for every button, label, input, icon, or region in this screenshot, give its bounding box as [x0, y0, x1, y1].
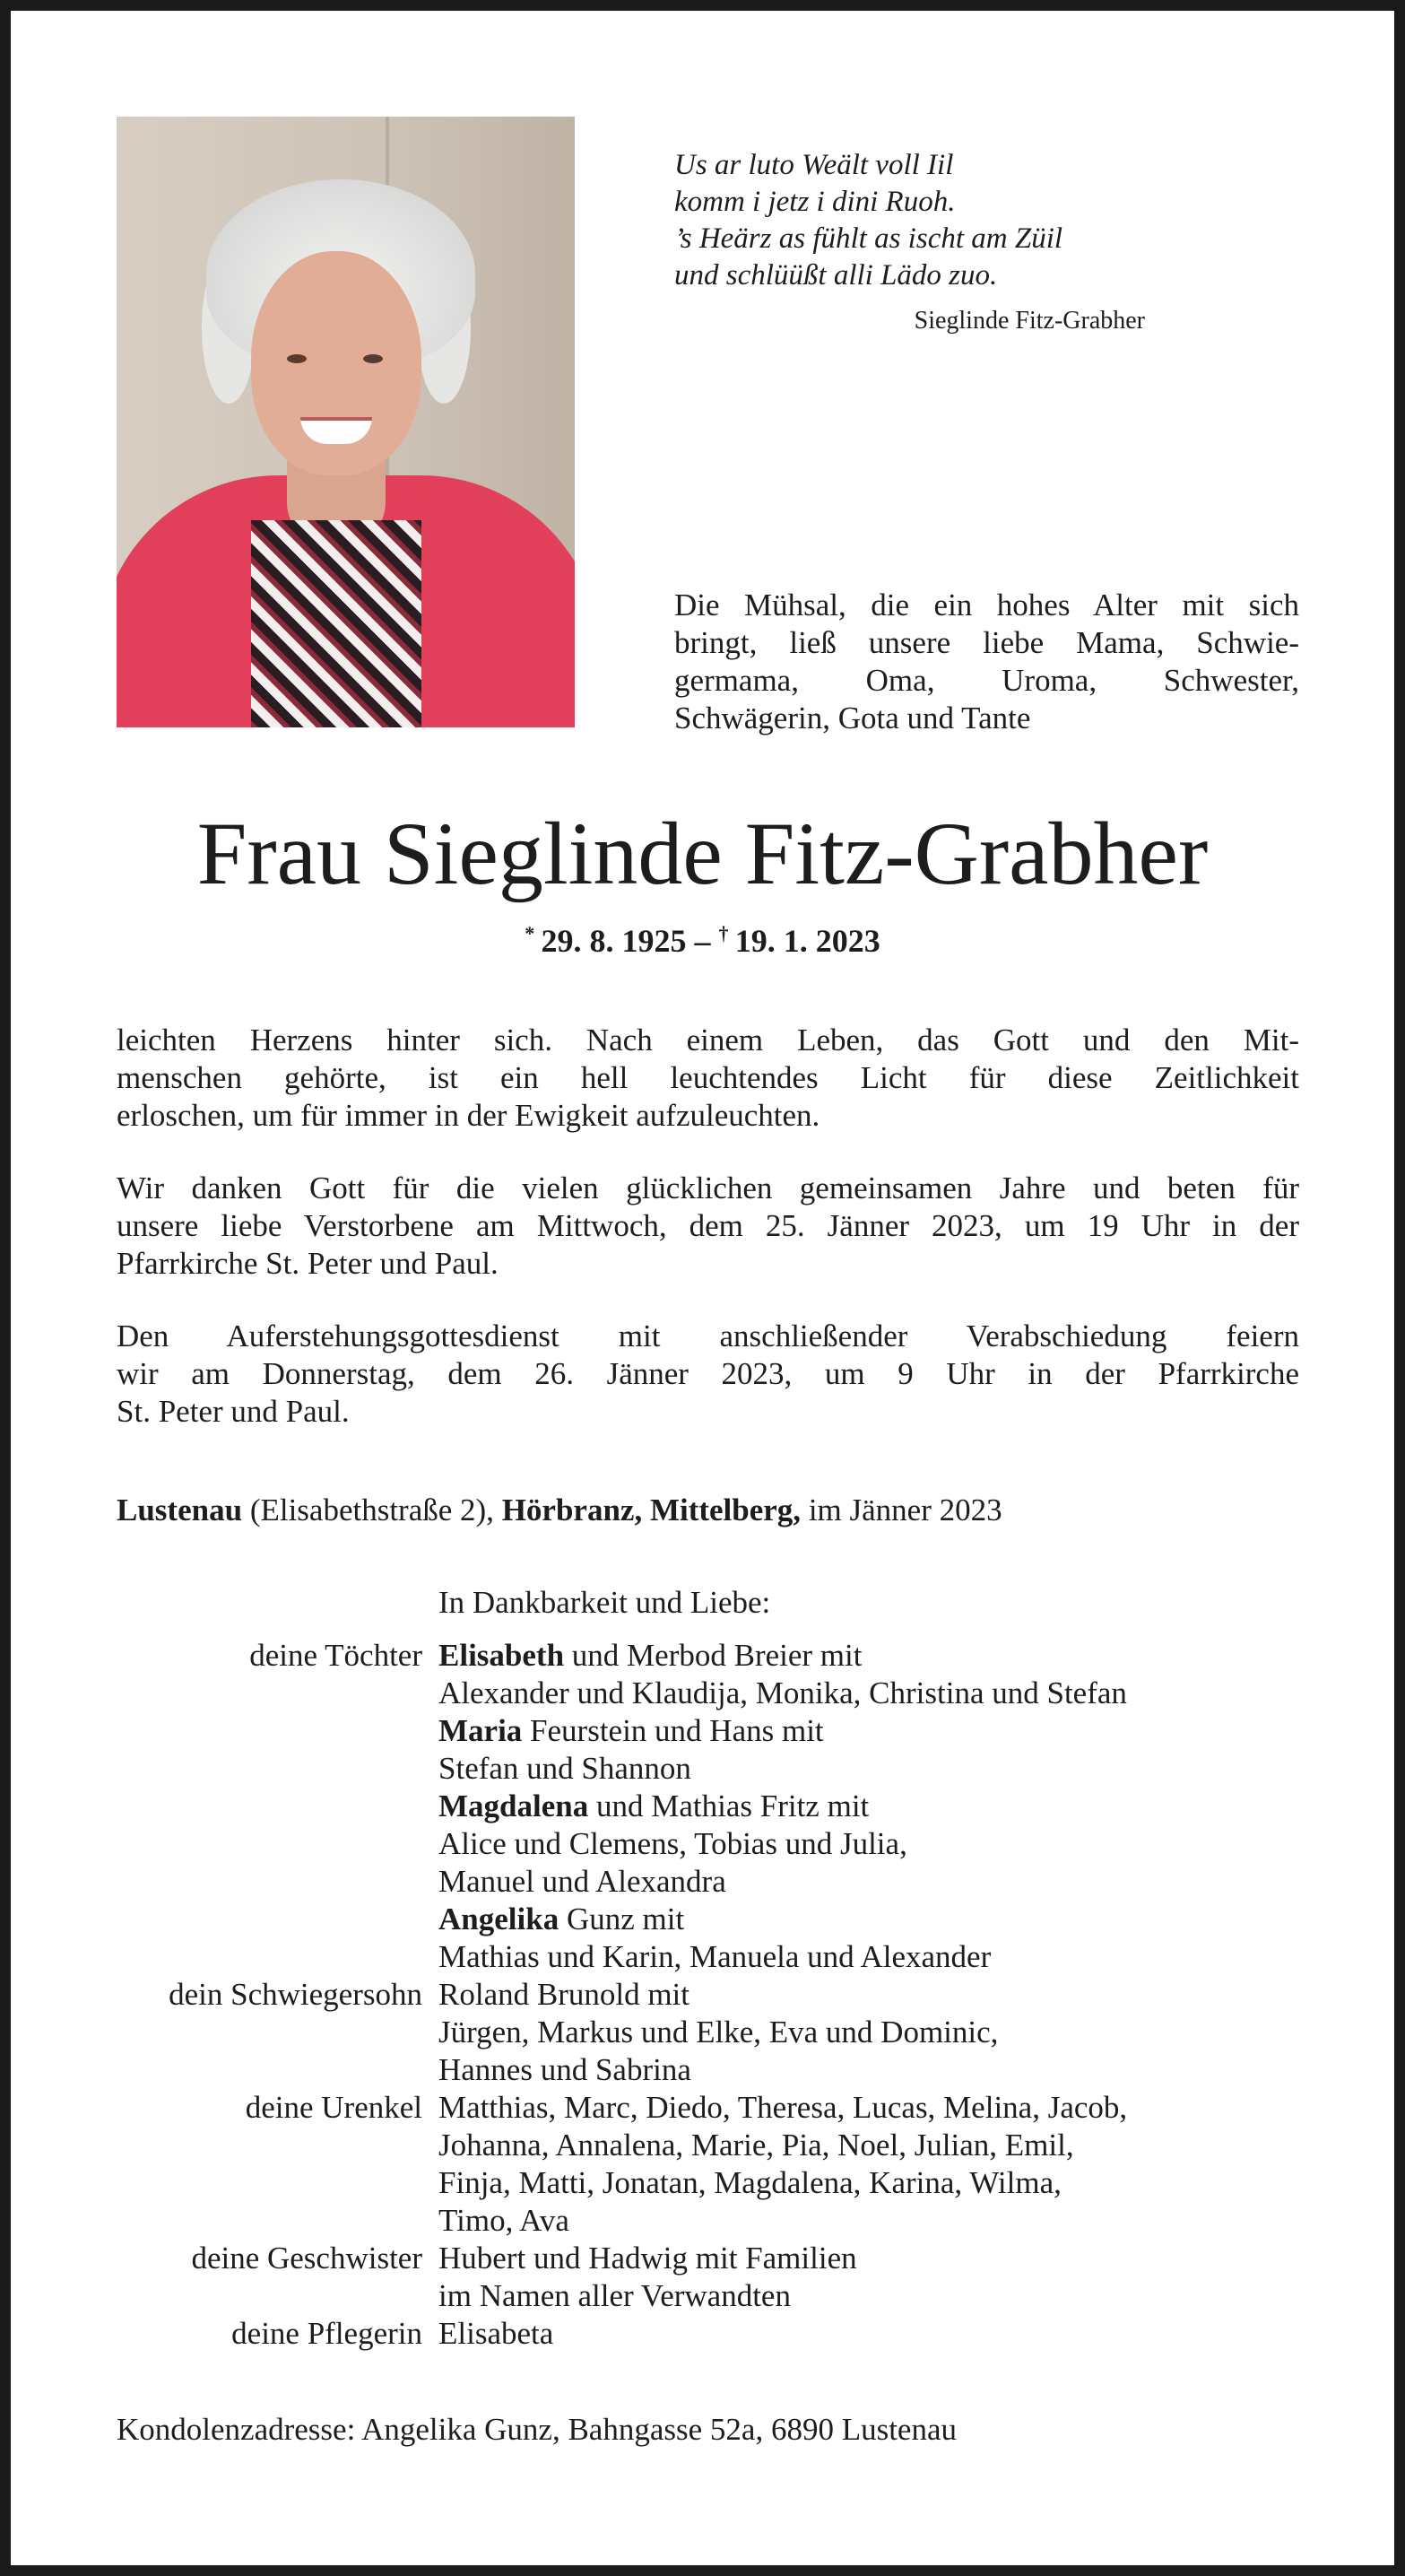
relative-row	[11, 1901, 1394, 1938]
paragraph-3	[117, 1318, 1299, 1431]
relation-label: dein Schwiegersohn	[169, 1977, 422, 2012]
relative-names	[438, 1675, 1127, 1712]
date-separator: –	[686, 923, 719, 959]
relation-label	[11, 1712, 438, 1750]
relative-text: Mathias und Karin, Manuela und Alexander	[438, 1939, 992, 1974]
relative-row	[11, 1675, 1394, 1712]
life-dates	[11, 922, 1394, 960]
relation-label: deine Geschwister	[191, 2241, 422, 2276]
relative-text: Alexander und Klaudija, Monika, Christina und Stefan	[438, 1675, 1127, 1710]
birth-date: 29. 8. 1925	[541, 923, 687, 959]
relative-names	[438, 2240, 857, 2277]
relative-text: Elisabeta	[438, 2316, 554, 2351]
relation-label	[11, 1750, 438, 1788]
address: (Elisabethstraße 2),	[242, 1493, 502, 1527]
relative-row	[11, 1825, 1394, 1863]
text-line: leichten Herzens hinter sich. Nach einem Leben, das Gott und den Mit-	[117, 1023, 1299, 1057]
text-line: unsere liebe Verstorbene am Mittwoch, dem 25. Jänner 2023, um 19 Uhr in der	[117, 1208, 1299, 1243]
relative-text: Hannes und Sabrina	[438, 2052, 691, 2087]
cities: Hörbranz, Mittelberg,	[501, 1493, 802, 1527]
relative-text: Manuel und Alexandra	[438, 1864, 726, 1899]
relative-names	[438, 1788, 869, 1825]
relative-names	[438, 1712, 824, 1750]
relative-names	[438, 2202, 569, 2240]
relation-label: deine Pflegerin	[231, 2316, 422, 2351]
relation-label	[11, 2127, 438, 2164]
relative-row	[11, 2277, 1394, 2315]
relative-names	[438, 2051, 691, 2089]
death-date: 19. 1. 2023	[734, 923, 880, 959]
place-date	[117, 1493, 1002, 1528]
intro-line: bringt, ließ unsere liebe Mama, Schwie-	[674, 625, 1299, 660]
relative-text: und Mathias Fritz mit	[588, 1788, 870, 1823]
relation-label	[11, 1825, 438, 1863]
month-year: im Jänner 2023	[801, 1493, 1002, 1527]
paragraph-2	[117, 1170, 1299, 1283]
gratitude-heading: In Dankbarkeit und Liebe:	[438, 1585, 771, 1620]
poem-line: Us ar luto Weält voll Iil	[674, 149, 954, 181]
relative-row	[11, 2315, 1394, 2353]
relative-primary-name: Maria	[438, 1713, 523, 1748]
poem-line: ’s Heärz as fühlt as ischt am Züil	[674, 222, 1063, 255]
relation-label: deine Töchter	[249, 1638, 422, 1673]
relative-names	[438, 1863, 726, 1901]
intro-line: germama, Oma, Uroma, Schwester,	[674, 663, 1299, 698]
portrait-photo	[117, 117, 575, 727]
text-line: menschen gehörte, ist ein hell leuchtendes Licht für diese Zeitlichkeit	[117, 1060, 1299, 1095]
relative-row	[11, 2014, 1394, 2051]
relative-text: Roland Brunold mit	[438, 1977, 689, 2012]
relative-row	[11, 1976, 1394, 2014]
relative-names	[438, 2127, 1074, 2164]
obituary-page	[11, 11, 1394, 2565]
relative-row	[11, 2089, 1394, 2127]
relative-primary-name: Elisabeth	[438, 1638, 565, 1673]
relation-label	[11, 2277, 438, 2315]
relation-label: deine Urenkel	[245, 2090, 422, 2125]
relative-names	[438, 2089, 1127, 2127]
paragraph-1	[117, 1022, 1299, 1135]
poem-line: komm i jetz i dini Ruoh.	[674, 186, 956, 218]
relative-text: Alice und Clemens, Tobias und Julia,	[438, 1826, 907, 1861]
relation-label	[11, 2051, 438, 2089]
relation-label	[11, 1938, 438, 1976]
relation-label	[11, 1901, 438, 1938]
relation-label	[11, 1863, 438, 1901]
relative-names	[438, 1938, 991, 1976]
relation-label	[11, 1788, 438, 1825]
relative-row	[11, 1750, 1394, 1788]
relative-row	[11, 2127, 1394, 2164]
relative-names	[438, 1901, 684, 1938]
relative-text: Gunz mit	[559, 1902, 685, 1936]
city: Lustenau	[117, 1493, 243, 1527]
intro-line: Schwägerin, Gota und Tante	[674, 701, 1031, 735]
relative-names	[438, 2315, 553, 2353]
text-line: erloschen, um für immer in der Ewigkeit aufzuleuchten.	[117, 1098, 820, 1133]
relative-text: Stefan und Shannon	[438, 1751, 691, 1786]
poem-line: und schlüüßt alli Lädo zuo.	[674, 259, 998, 292]
relation-label	[11, 2164, 438, 2202]
relative-names	[438, 2014, 998, 2051]
relative-row	[11, 1712, 1394, 1750]
relative-row	[11, 1863, 1394, 1901]
relative-text: Finja, Matti, Jonatan, Magdalena, Karina, Wilma,	[438, 2165, 1062, 2200]
relative-names	[438, 1976, 689, 2014]
intro-line: Die Mühsal, die ein hohes Alter mit sich	[674, 587, 1299, 622]
deceased-name: Frau Sieglinde Fitz-Grabher	[196, 804, 1209, 903]
relative-text: im Namen aller Verwandten	[438, 2278, 791, 2313]
relative-names	[438, 1825, 907, 1863]
intro-text	[674, 587, 1299, 737]
relative-text: und Merbod Breier mit	[564, 1638, 863, 1673]
relation-label	[11, 2014, 438, 2051]
relative-text: Hubert und Hadwig mit Familien	[438, 2241, 857, 2276]
relative-row	[11, 1788, 1394, 1825]
relative-text: Timo, Ava	[438, 2203, 569, 2238]
relative-text: Feurstein und Hans mit	[522, 1713, 824, 1748]
poem	[674, 147, 1062, 294]
poem-author: Sieglinde Fitz-Grabher	[914, 307, 1145, 335]
relative-primary-name: Angelika	[438, 1902, 559, 1936]
relatives-list	[11, 1637, 1394, 2353]
relative-row	[11, 2240, 1394, 2277]
condolence-address: Kondolenzadresse: Angelika Gunz, Bahngasse 52a, 6890 Lustenau	[117, 2412, 957, 2447]
relative-names	[438, 1637, 862, 1675]
relative-row	[11, 2202, 1394, 2240]
relative-row	[11, 2164, 1394, 2202]
relative-names	[438, 2164, 1062, 2202]
death-mark: †	[718, 922, 729, 944]
text-line: Wir danken Gott für die vielen glücklichen gemeinsamen Jahre und beten für	[117, 1171, 1299, 1205]
relation-label	[11, 1675, 438, 1712]
text-line: Pfarrkirche St. Peter und Paul.	[117, 1246, 499, 1281]
relative-row	[11, 1938, 1394, 1976]
text-line: Den Auferstehungsgottesdienst mit anschließender Verabschiedung feiern	[117, 1318, 1299, 1353]
text-line: wir am Donnerstag, dem 26. Jänner 2023, um 9 Uhr in der Pfarrkirche	[117, 1356, 1299, 1391]
relative-text: Jürgen, Markus und Elke, Eva und Dominic,	[438, 2015, 999, 2049]
relative-text: Matthias, Marc, Diedo, Theresa, Lucas, Melina, Jacob,	[438, 2090, 1128, 2125]
relative-row	[11, 2051, 1394, 2089]
relative-names	[438, 1750, 691, 1788]
text-line: St. Peter und Paul.	[117, 1394, 350, 1429]
relation-label	[11, 2202, 438, 2240]
relative-names	[438, 2277, 791, 2315]
relative-text: Johanna, Annalena, Marie, Pia, Noel, Julian, Emil,	[438, 2128, 1074, 2163]
birth-mark: *	[525, 922, 535, 944]
relative-row	[11, 1637, 1394, 1675]
relative-primary-name: Magdalena	[438, 1788, 589, 1823]
